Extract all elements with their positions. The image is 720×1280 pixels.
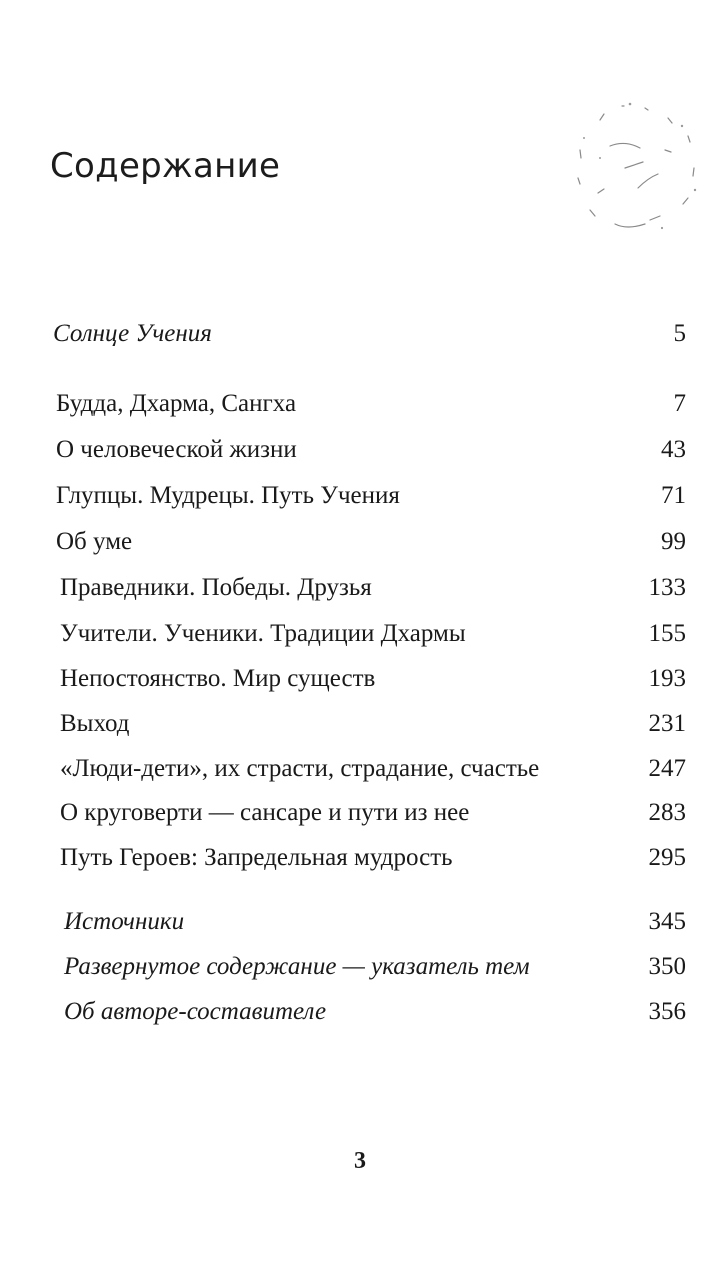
toc-entry-page: 133 <box>648 574 686 601</box>
toc-entry-page: 71 <box>661 482 686 509</box>
toc-entry-page: 193 <box>648 665 686 692</box>
toc-entry-title: Учители. Ученики. Традиции Дхармы <box>60 620 466 647</box>
toc-entry-page: 295 <box>648 844 686 871</box>
toc-entry-intro[interactable] <box>53 318 686 352</box>
toc-entry-title: Об авторе-составителе <box>64 998 327 1025</box>
toc-entry-chapter[interactable] <box>56 572 686 606</box>
toc-entry-page: 7 <box>673 390 686 417</box>
toc-entry-title: Будда, Дхарма, Сангха <box>56 390 297 417</box>
toc-entry-title: О круговерти — сансаре и пути из нее <box>60 799 470 826</box>
toc-entry-title: Солнце Учения <box>53 320 212 347</box>
toc-entry-title: Выход <box>60 710 130 737</box>
page-title: Содержание <box>50 146 281 186</box>
toc-entry-page: 350 <box>648 953 686 980</box>
toc-entry-title: «Люди-дети», их страсти, страдание, счастье <box>60 755 540 782</box>
toc-entry-page: 155 <box>648 620 686 647</box>
toc-entry-page: 247 <box>648 755 686 782</box>
toc-entry-appendix[interactable] <box>56 906 686 940</box>
toc-entry-title: Об уме <box>56 528 133 555</box>
toc-entry-appendix[interactable] <box>56 996 686 1030</box>
toc-entry-title: Развернутое содержание — указатель тем <box>64 953 530 980</box>
toc-entry-chapter[interactable] <box>56 842 686 876</box>
toc-entry-page: 43 <box>661 436 686 463</box>
toc-entry-chapter[interactable] <box>56 434 686 468</box>
toc-entry-title: Праведники. Победы. Друзья <box>60 574 372 601</box>
library-stamp-icon <box>570 98 705 238</box>
toc-entry-page: 99 <box>661 528 686 555</box>
toc-entry-title: Источники <box>64 908 185 935</box>
toc-entry-page: 283 <box>648 799 686 826</box>
toc-entry-page: 356 <box>648 998 686 1025</box>
toc-entry-page: 231 <box>648 710 686 737</box>
toc-entry-chapter[interactable] <box>56 526 686 560</box>
page-number: 3 <box>354 1148 366 1174</box>
toc-entry-chapter[interactable] <box>56 480 686 514</box>
toc-entry-title: Непостоянство. Мир существ <box>60 665 376 692</box>
toc-entry-page: 345 <box>648 908 686 935</box>
toc-entry-page: 5 <box>673 320 686 347</box>
toc-entry-title: О человеческой жизни <box>56 436 297 463</box>
toc-entry-title: Путь Героев: Запредельная мудрость <box>60 844 453 871</box>
toc-entry-chapter[interactable] <box>56 388 686 422</box>
toc-entry-chapter[interactable] <box>56 753 686 787</box>
toc-entry-chapter[interactable] <box>56 618 686 652</box>
toc-entry-chapter[interactable] <box>56 797 686 831</box>
toc-entry-appendix[interactable] <box>56 951 686 985</box>
toc-entry-chapter[interactable] <box>56 663 686 697</box>
toc-entry-title: Глупцы. Мудрецы. Путь Учения <box>56 482 400 509</box>
toc-entry-chapter[interactable] <box>56 708 686 742</box>
